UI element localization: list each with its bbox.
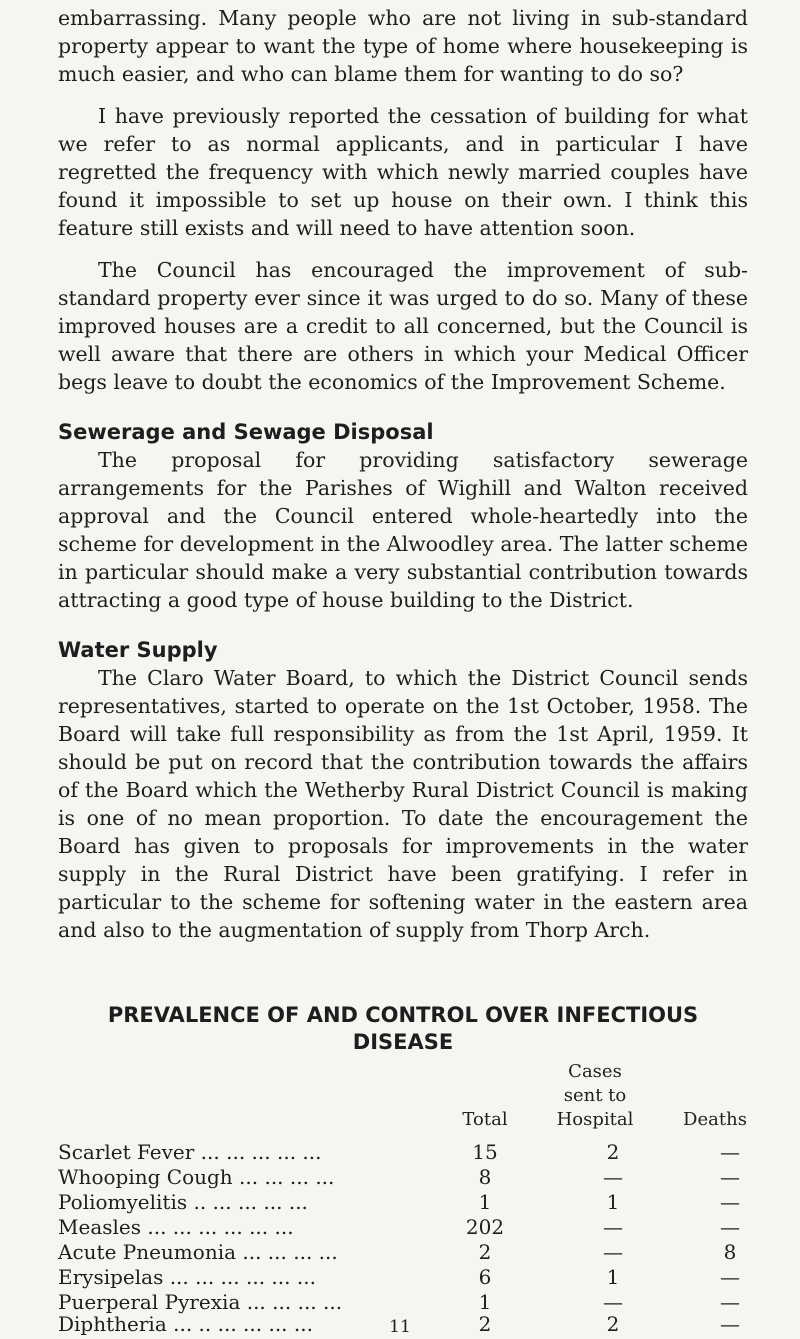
disease-name: Poliomyelitis .. ... ... ... ... [58,1190,308,1214]
heading-sewerage: Sewerage and Sewage Disposal [58,420,434,444]
hospital-cell: 2 [606,1312,620,1336]
hospital-cell: 1 [606,1265,620,1289]
total-cell: 2 [478,1240,492,1264]
column-header-total: Total [462,1109,508,1130]
total-cell: 2 [478,1312,492,1336]
hospital-cell: — [603,1240,623,1264]
table-title [58,1002,748,1056]
total-cell: 1 [478,1190,492,1214]
disease-name: Measles ... ... ... ... ... ... [58,1215,294,1239]
disease-name: Scarlet Fever ... ... ... ... ... [58,1140,322,1164]
hospital-cell: 2 [606,1140,620,1164]
deaths-cell: — [720,1190,740,1214]
paragraph-water-supply: The Claro Water Board, to which the District Council sends representatives, started to operate on the 1st October, 1958. The Board will take full responsibility as from the 1st April, 1959. It should be put on record that the contribution towards the affairs of the Board which the Wetherby Rural District Council is making is one of no mean proportion. To date the encouragement the Board has given to proposals for improvements in the water supply in the Rural District have been gratifying. I refer in particular to the scheme for softening water in the eastern area and also to the augmentation of supply from Thorp Arch. [58,666,748,942]
paragraph-continued: embarrassing. Many people who are not living in sub-standard property appear to want the type of home where housekeeping is much easier, and who can blame them for wanting to do so? [58,6,748,86]
total-cell: 15 [472,1140,498,1164]
total-cell: 1 [478,1290,492,1314]
paragraph-improvement: The Council has encouraged the improvement of sub-standard property ever since it was urged to do so. Many of these improved houses are a credit to all concerned, but the Council is well aware that there are others in which your Medical Officer begs leave to doubt the economics of the Improvement Scheme. [58,258,748,394]
disease-name: Whooping Cough ... ... ... ... [58,1165,335,1189]
deaths-cell: 8 [723,1240,737,1264]
total-cell: 202 [465,1215,505,1239]
disease-name: Diphtheria ... .. ... ... ... ... [58,1312,313,1336]
deaths-cell: — [720,1165,740,1189]
deaths-cell: — [720,1312,740,1336]
heading-water-supply: Water Supply [58,638,218,662]
hospital-cell: — [603,1215,623,1239]
deaths-cell: — [720,1140,740,1164]
page-number: 11 [389,1317,411,1337]
paragraph-sewerage: The proposal for providing satisfactory sewerage arrangements for the Parishes of Wighill and Walton received approval and the Council entered whole-heartedly into the scheme for development in the Alwoodley area. The latter scheme in particular should make a very substantial contribution towards attracting a good type of house building to the District. [58,448,748,612]
column-header-hospital: Cases sent to Hospital [556,1061,634,1130]
total-cell: 6 [478,1265,492,1289]
text-column [58,4,748,944]
disease-name: Erysipelas ... ... ... ... ... ... [58,1265,316,1289]
table-title-line-1: PREVALENCE OF AND CONTROL OVER INFECTIOUS [107,1003,699,1027]
paragraph-building: I have previously reported the cessation of building for what we refer to as normal applicants, and in particular I have regretted the frequency with which newly married couples have found it impossible to set up house on their own. I think this feature still exists and will need to have attention soon. [58,104,748,240]
column-header-deaths: Deaths [683,1109,747,1130]
deaths-cell: — [720,1215,740,1239]
disease-name: Acute Pneumonia ... ... ... ... [58,1240,338,1264]
deaths-cell: — [720,1265,740,1289]
table-title-line-2: DISEASE [352,1030,454,1054]
disease-name: Puerperal Pyrexia ... ... ... ... [58,1290,343,1314]
total-cell: 8 [478,1165,492,1189]
hospital-cell: — [603,1165,623,1189]
deaths-cell: — [720,1290,740,1314]
hospital-cell: — [603,1290,623,1314]
hospital-cell: 1 [606,1190,620,1214]
